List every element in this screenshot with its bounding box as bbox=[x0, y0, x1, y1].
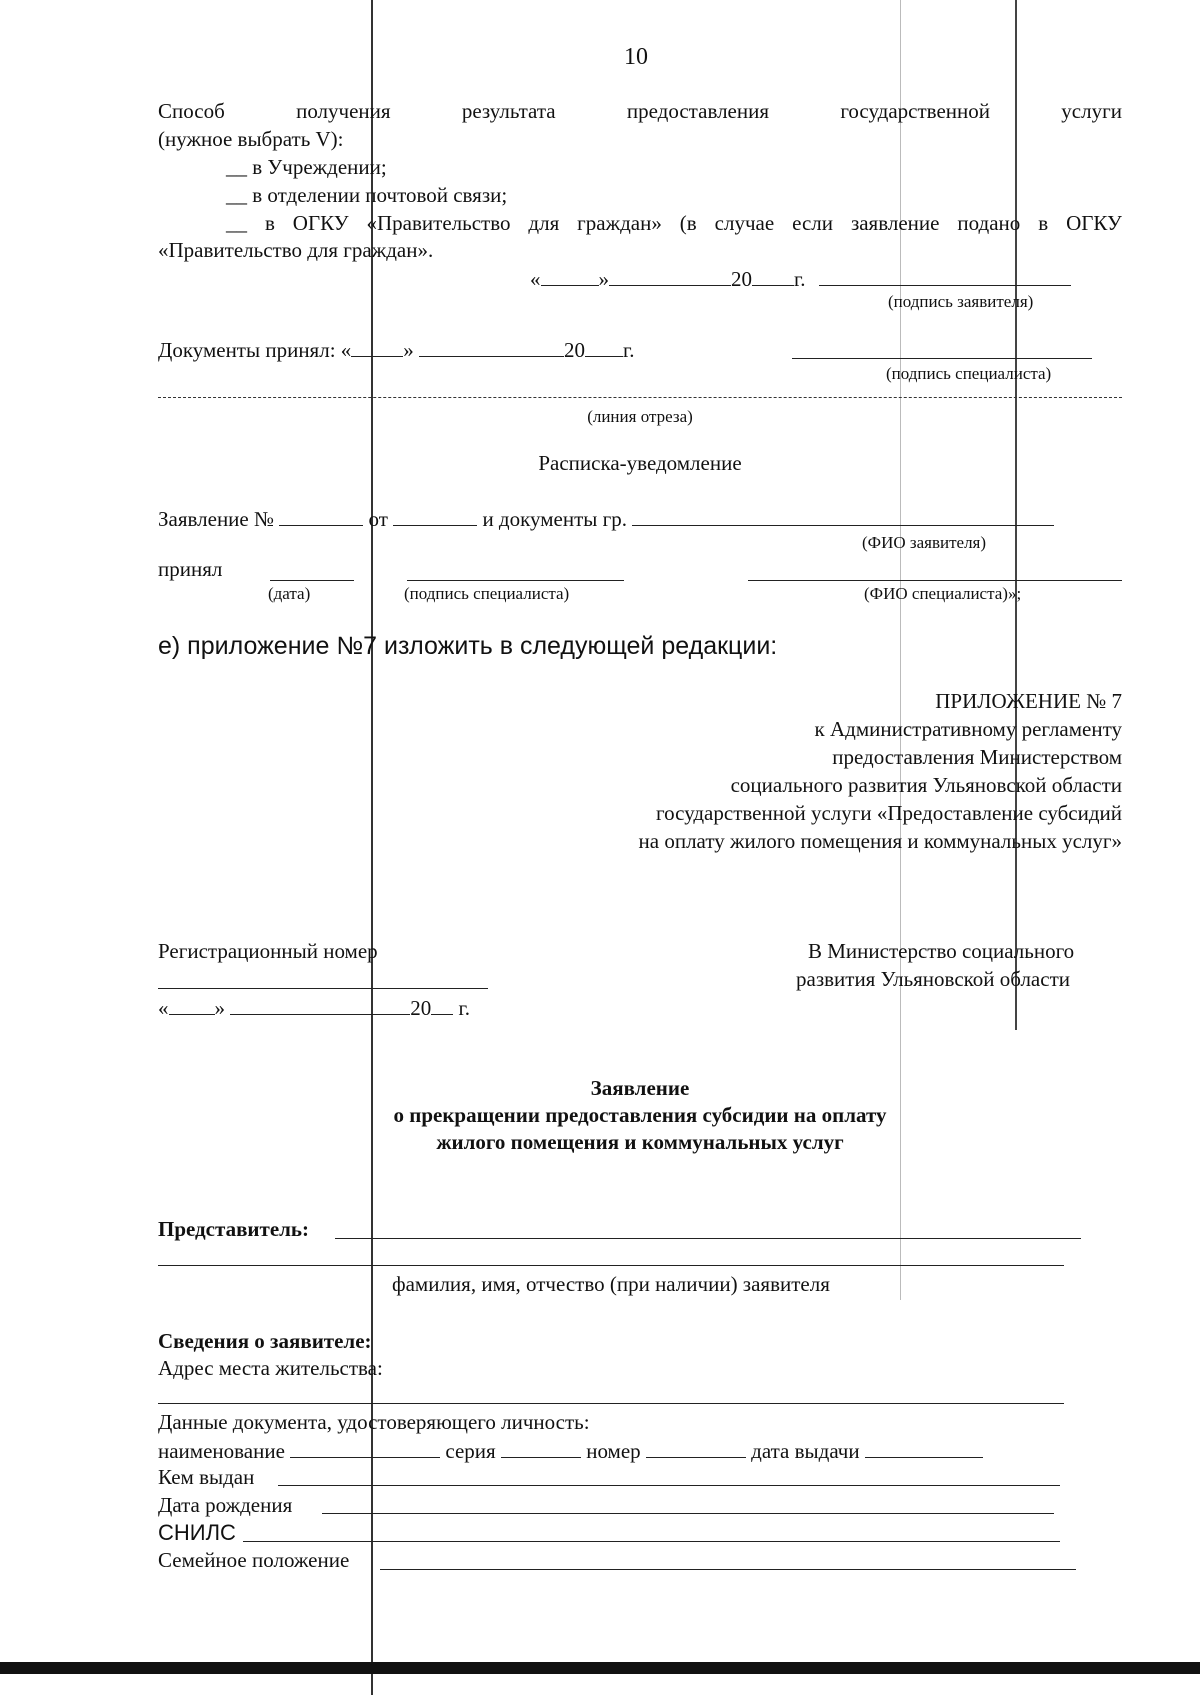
method-line-1 bbox=[158, 99, 1122, 124]
issued-by-blank[interactable] bbox=[278, 1485, 1060, 1486]
year-blank[interactable] bbox=[752, 267, 794, 286]
doc-series-blank[interactable] bbox=[501, 1439, 581, 1458]
receipt-date-caption: (дата) bbox=[268, 584, 311, 603]
registration-number-blank[interactable] bbox=[158, 988, 488, 989]
address-blank[interactable] bbox=[158, 1403, 1064, 1404]
option-word: случае bbox=[714, 211, 775, 235]
day-blank[interactable] bbox=[541, 267, 599, 286]
issued-by-label: Кем выдан bbox=[158, 1465, 255, 1489]
scan-bottom-bar bbox=[0, 1662, 1200, 1674]
specialist-signature-blank[interactable] bbox=[792, 358, 1092, 359]
receipt-signature-blank[interactable] bbox=[407, 580, 624, 581]
statement-subtitle-2: жилого помещения и коммунальных услуг bbox=[436, 1130, 844, 1154]
option-word: если bbox=[792, 211, 833, 235]
option-word: заявление bbox=[850, 211, 940, 235]
statement-title: Заявление bbox=[590, 1076, 690, 1100]
day-blank[interactable] bbox=[169, 996, 215, 1015]
appendix-line: к Административному регламенту bbox=[814, 717, 1122, 741]
option-word: ОГКУ bbox=[292, 211, 349, 235]
method-option-post: __ в отделении почтовой связи; bbox=[226, 183, 508, 207]
addressee-line-2: развития Ульяновской области bbox=[796, 967, 1070, 991]
appendix-heading: ПРИЛОЖЕНИЕ № 7 bbox=[935, 689, 1122, 713]
doc-issue-date-blank[interactable] bbox=[865, 1439, 983, 1458]
applicant-date-row: « » 20 г. bbox=[530, 267, 1071, 291]
year-blank[interactable] bbox=[431, 996, 453, 1015]
method-word: государственной bbox=[840, 99, 990, 123]
cut-line bbox=[158, 397, 1122, 398]
receipt-signature-caption: (подпись специалиста) bbox=[404, 584, 570, 603]
representative-blank[interactable] bbox=[335, 1238, 1081, 1239]
cut-line-caption: (линия отреза) bbox=[587, 407, 693, 426]
method-option-ogku-line-2: «Правительство для граждан». bbox=[158, 238, 434, 262]
applicant-signature-caption: (подпись заявителя) bbox=[888, 292, 1034, 311]
appendix-line: государственной услуги «Предоставление субсидий bbox=[656, 801, 1122, 825]
address-label: Адрес места жительства: bbox=[158, 1356, 383, 1380]
option-word: для bbox=[528, 211, 560, 235]
option-word: в bbox=[264, 211, 275, 235]
method-option-ogku bbox=[226, 211, 1122, 236]
applicant-signature-blank[interactable] bbox=[819, 267, 1071, 286]
method-word: результата bbox=[461, 99, 556, 123]
appendix-line: предоставления Министерством bbox=[832, 745, 1122, 769]
doc-name-blank[interactable] bbox=[290, 1439, 440, 1458]
fio-applicant-caption: (ФИО заявителя) bbox=[862, 533, 987, 552]
statement-subtitle-1: о прекращении предоставления субсидии на оплату bbox=[393, 1103, 887, 1127]
method-option-institution: __ в Учреждении; bbox=[226, 155, 387, 179]
month-blank[interactable] bbox=[419, 338, 564, 357]
representative-blank-2[interactable] bbox=[158, 1265, 1064, 1266]
appendix-line: социального развития Ульяновской области bbox=[730, 773, 1122, 797]
option-word: в bbox=[1038, 211, 1049, 235]
registration-label: Регистрационный номер bbox=[158, 939, 378, 963]
receipt-specialist-fio-caption: (ФИО специалиста)»; bbox=[864, 584, 1022, 603]
receipt-statement-row: Заявление № от и документы гр. bbox=[158, 507, 1054, 531]
addressee-line-1: В Министерство социального bbox=[808, 939, 1075, 963]
statement-date-blank[interactable] bbox=[393, 507, 477, 526]
year-blank[interactable] bbox=[585, 338, 623, 357]
method-word: получения bbox=[296, 99, 391, 123]
snils-label: СНИЛС bbox=[158, 1520, 236, 1545]
day-blank[interactable] bbox=[351, 338, 403, 357]
option-word: граждан» bbox=[577, 211, 662, 235]
marital-label: Семейное положение bbox=[158, 1548, 350, 1572]
month-blank[interactable] bbox=[230, 996, 410, 1015]
method-word: предоставления bbox=[626, 99, 770, 123]
receipt-date-blank[interactable] bbox=[270, 580, 354, 581]
birth-date-blank[interactable] bbox=[322, 1513, 1054, 1514]
option-word: «Правительство bbox=[366, 211, 511, 235]
option-word: ОГКУ bbox=[1066, 211, 1122, 235]
applicant-fio-blank[interactable] bbox=[632, 507, 1054, 526]
appendix-line: на оплату жилого помещения и коммунальных услуг» bbox=[638, 829, 1122, 853]
page-number: 10 bbox=[624, 44, 648, 70]
specialist-signature-caption: (подпись специалиста) bbox=[886, 364, 1052, 383]
method-word: Способ bbox=[158, 99, 225, 123]
option-word: подано bbox=[957, 211, 1021, 235]
snils-blank[interactable] bbox=[243, 1541, 1060, 1542]
option-word: __ bbox=[226, 211, 247, 235]
accepted-row: Документы принял: « » 20 г. bbox=[158, 338, 635, 362]
receipt-specialist-fio-blank[interactable] bbox=[748, 580, 1122, 581]
doc-number-blank[interactable] bbox=[646, 1439, 746, 1458]
method-line-2: (нужное выбрать V): bbox=[158, 127, 344, 151]
month-blank[interactable] bbox=[609, 267, 731, 286]
marital-blank[interactable] bbox=[380, 1569, 1076, 1570]
receipt-accepted-label: принял bbox=[158, 557, 223, 581]
statement-number-blank[interactable] bbox=[279, 507, 363, 526]
amendment-text: е) приложение №7 изложить в следующей редакции: bbox=[158, 632, 778, 660]
representative-label: Представитель: bbox=[158, 1217, 310, 1241]
method-word: услуги bbox=[1061, 99, 1122, 123]
id-doc-label: Данные документа, удостоверяющего личность: bbox=[158, 1410, 590, 1434]
id-doc-row: наименование серия номер дата выдачи bbox=[158, 1439, 983, 1463]
applicant-heading: Сведения о заявителе: bbox=[158, 1329, 372, 1353]
registration-date-row: « » 20 г. bbox=[158, 996, 470, 1020]
receipt-title: Расписка-уведомление bbox=[538, 451, 742, 475]
option-word: (в bbox=[679, 211, 697, 235]
birth-date-label: Дата рождения bbox=[158, 1493, 293, 1517]
representative-caption: фамилия, имя, отчество (при наличии) заявителя bbox=[392, 1272, 830, 1296]
